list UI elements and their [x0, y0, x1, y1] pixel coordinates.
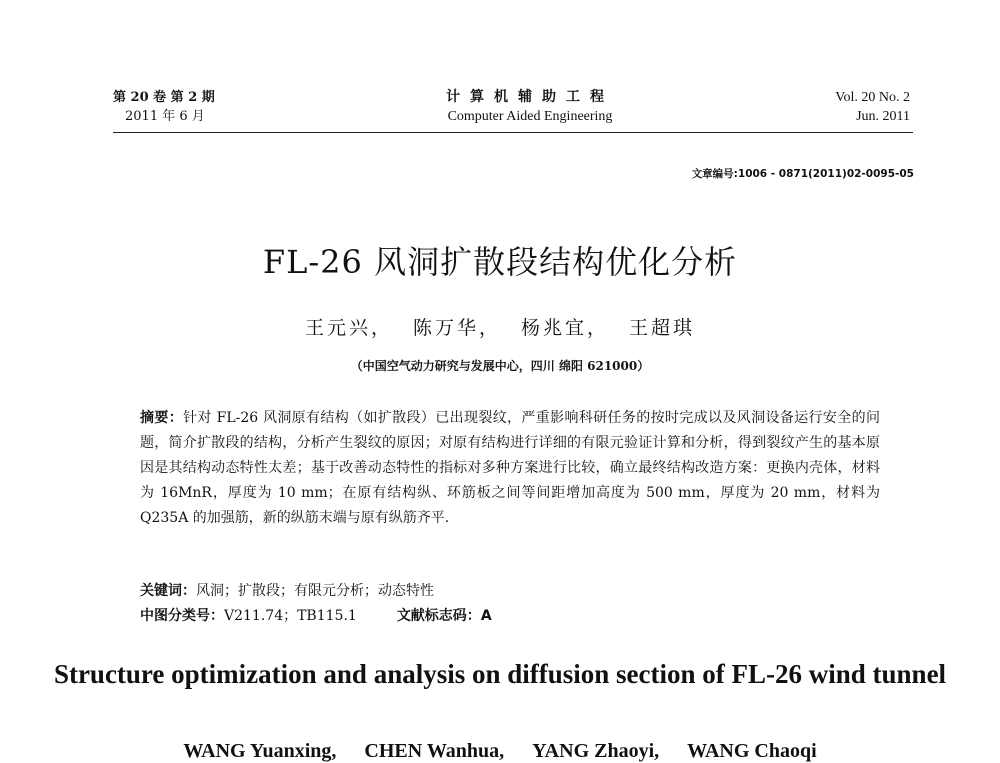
- doc-code-value: A: [480, 608, 492, 624]
- keywords-text: 风洞；扩散段；有限元分析；动态特性: [196, 583, 434, 599]
- author-cn: 王元兴，: [304, 317, 393, 339]
- author-en: WANG Chaoqi: [687, 740, 817, 762]
- classification: [140, 605, 492, 625]
- article-number: 文章编号:1006 - 0871(2011)02-0095-05: [691, 168, 914, 180]
- doc-code-label: 文献标志码：: [396, 608, 481, 624]
- journal-name-block: [380, 88, 680, 126]
- journal-volume-en-block: [835, 88, 910, 126]
- header-divider: [113, 132, 913, 133]
- paper-title-cn: FL-26 风洞扩散段结构优化分析: [262, 243, 738, 281]
- journal-name-cn: 计算机辅助工程: [446, 89, 614, 105]
- journal-volume-block: [113, 88, 215, 126]
- abstract-label: 摘要：: [140, 410, 184, 426]
- clc-value: V211.74；TB115.1: [224, 608, 357, 624]
- author-cn: 陈万华，: [412, 317, 501, 339]
- date-cn: 2011 年 6 月: [125, 109, 205, 124]
- journal-name-en: Computer Aided Engineering: [447, 109, 613, 124]
- author-en: CHEN Wanhua,: [364, 740, 505, 762]
- author-en: WANG Yuanxing,: [183, 740, 337, 762]
- clc-label: 中图分类号：: [140, 608, 224, 624]
- author-en: YANG Zhaoyi,: [532, 740, 660, 762]
- affiliation-cn: （中国空气动力研究与发展中心，四川 绵阳 621000）: [350, 359, 650, 373]
- volume-issue-en: Vol. 20 No. 2: [835, 90, 910, 105]
- keywords: [140, 580, 434, 600]
- authors-cn: [0, 313, 1000, 340]
- paper-title-en: Structure optimization and analysis on diffusion section of FL-26 wind tunnel: [53, 659, 947, 689]
- abstract: [140, 406, 880, 531]
- volume-issue-cn: 第 20 卷 第 2 期: [113, 90, 215, 105]
- author-cn: 杨兆宜，: [521, 317, 610, 339]
- keywords-label: 关键词：: [140, 583, 196, 599]
- abstract-text: 针对 FL-26 风洞原有结构（如扩散段）已出现裂纹，严重影响科研任务的按时完成以及风洞设备运行安全的问题，简介扩散段的结构，分析产生裂纹的原因；对原有结构进行详细的有限元验证计算和分析，得到裂纹产生的基本原因是其结构动态特性太差；基于改善动态特性的指标对多种方案进行比较，确立最终结构改造方案：更换内壳体，材料为 16MnR，厚度为 10 mm；在原有结构纵、环筋板之间等间距增加高度为 500 mm，厚度为 20 mm，材料为 Q235A 的加强筋，新的纵筋末端与原有纵筋齐平.: [140, 410, 880, 526]
- author-cn: 王超琪: [629, 317, 696, 339]
- date-en: Jun. 2011: [856, 109, 910, 124]
